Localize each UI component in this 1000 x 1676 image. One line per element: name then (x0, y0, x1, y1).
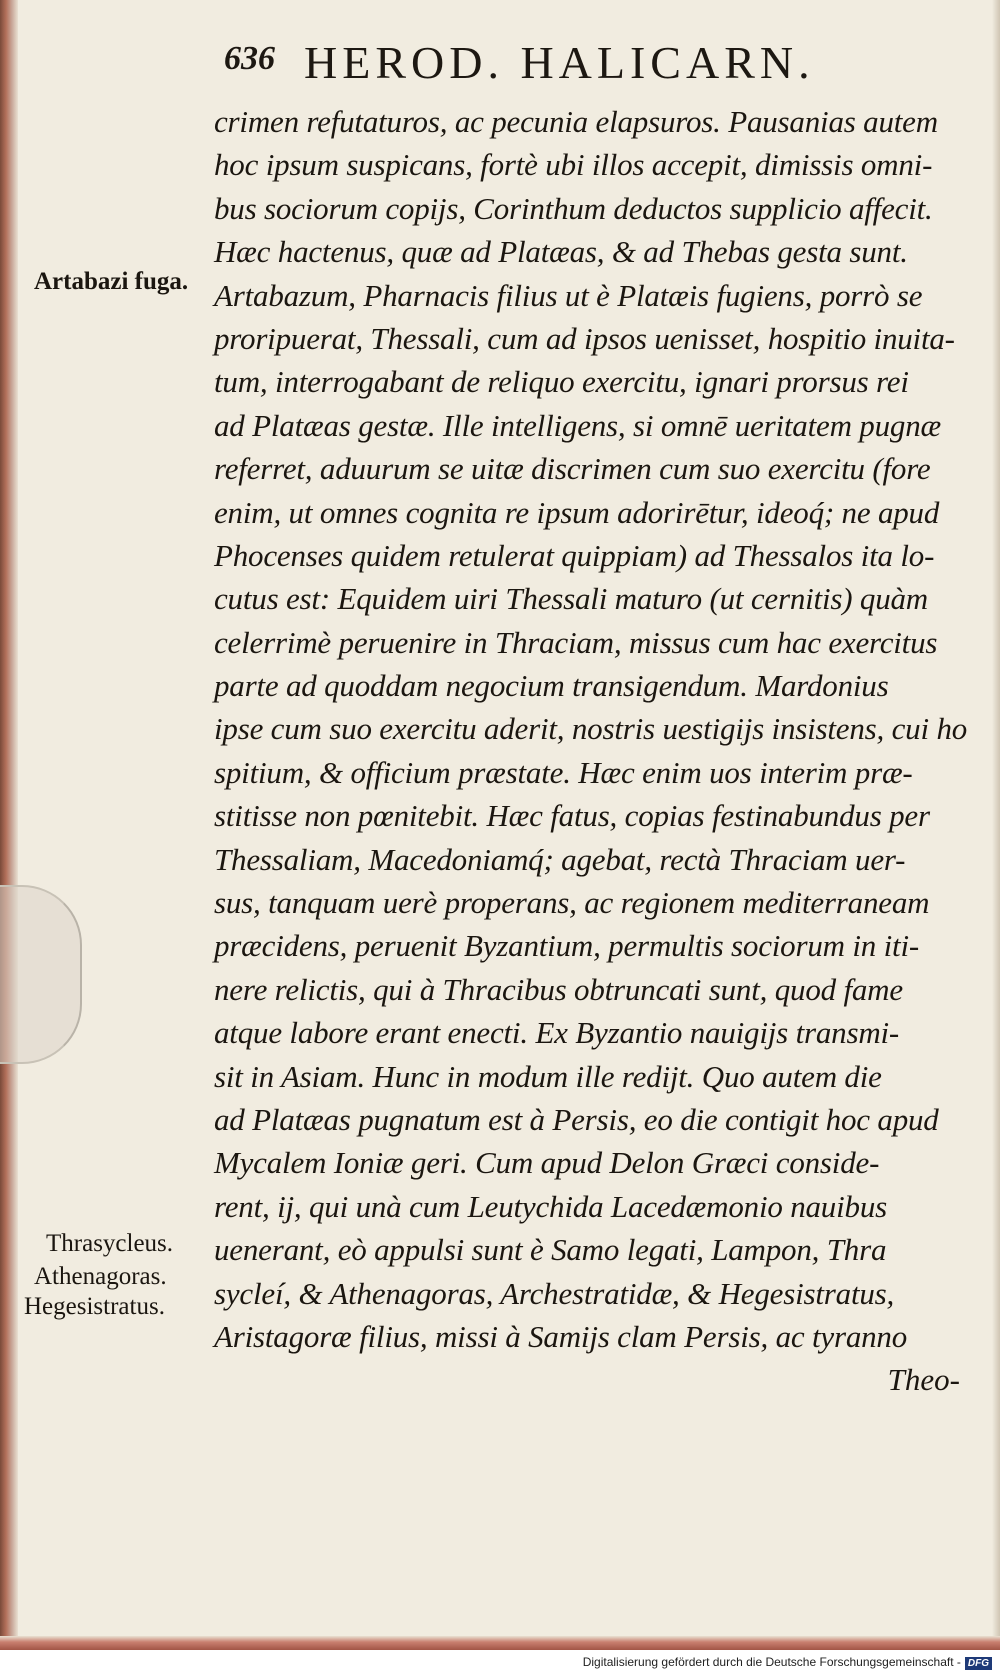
digitization-credit (583, 1655, 992, 1670)
text-line: Aristagoræ filius, missi à Samijs clam Persis, ac tyranno (214, 1318, 908, 1354)
text-line: uenerant, eò appulsi sunt è Samo legati, Lampon, Thra (214, 1232, 887, 1268)
text-line: celerrimè peruenire in Thraciam, missus cum hac exercitus (214, 624, 938, 660)
text-line: hoc ipsum suspicans, fortè ubi illos accepit, dimissis omni- (214, 147, 933, 183)
text-line: tum, interrogabant de reliquo exercitu, ignari prorsus rei (214, 364, 909, 400)
text-line: rent, ij, qui unà cum Leutychida Lacedæmonio nauibus (214, 1188, 887, 1224)
dfg-logo: DFG (965, 1657, 992, 1670)
marginal-note-artabazi: Artabazi fuga. (34, 268, 189, 295)
marginal-note-athenagoras: Athenagoras. (34, 1263, 167, 1290)
text-line: cutus est: Equidem uiri Thessali maturo (ut cernitis) quàm (214, 581, 928, 617)
page-edge-right (992, 0, 1000, 1650)
text-line: nere relictis, qui à Thracibus obtruncati sunt, quod fame (214, 971, 903, 1007)
text-line: bus sociorum copijs, Corinthum deductos supplicio affecit. (214, 190, 933, 226)
text-line: ad Platæas gestæ. Ille intelligens, si omnē ueritatem pugnæ (214, 407, 941, 443)
text-line: atque labore erant enecti. Ex Byzantio nauigijs transmi- (214, 1015, 900, 1051)
page-edge-left (0, 0, 18, 1650)
text-line: ipse cum suo exercitu aderit, nostris uestigijs insistens, cui ho (214, 711, 968, 747)
body-text (214, 100, 974, 1402)
text-line: spitium, & officium præstate. Hæc enim uos interim præ- (214, 754, 913, 790)
text-line: sus, tanquam uerè properans, ac regionem mediterraneam (214, 885, 930, 921)
text-line: Artabazum, Pharnacis filius ut è Platæis fugiens, porrò se (214, 277, 923, 313)
text-line: proripuerat, Thessali, cum ad ipsos uenisset, hospitio inuita- (214, 320, 955, 356)
text-line: sycleí, & Athenagoras, Archestratidæ, & Hegesistratus, (214, 1275, 895, 1311)
marginal-note-thrasycleus: Thrasycleus. (46, 1230, 174, 1257)
page-header (224, 36, 924, 96)
running-title: HEROD. HALICARN. (304, 37, 815, 88)
text-line: ad Platæas pugnatum est à Persis, eo die contigit hoc apud (214, 1101, 939, 1137)
text-line: Hæc hactenus, quæ ad Platæas, & ad Thebas gesta sunt. (214, 234, 908, 270)
text-line: stitisse non pœnitebit. Hæc fatus, copias festinabundus per (214, 798, 930, 834)
text-line: enim, ut omnes cognita re ipsum adorirētur, ideoq́; ne apud (214, 494, 940, 530)
text-line: Mycalem Ioniæ geri. Cum apud Delon Græci conside- (214, 1145, 880, 1181)
credit-text: Digitalisierung gefördert durch die Deutsche Forschungsgemeinschaft - (582, 1655, 961, 1669)
folio-number: 636 (224, 40, 275, 77)
text-line: Thessaliam, Macedoniamq́; agebat, rectà Thraciam uer- (214, 841, 906, 877)
text-line: Phocenses quidem retulerat quippiam) ad Thessalos ita lo- (214, 537, 935, 573)
text-line: crimen refutaturos, ac pecunia elapsuros. Pausanias autem (214, 104, 938, 139)
text-line: parte ad quoddam negocium transigendum. Mardonius (214, 668, 889, 704)
page-edge-bottom (0, 1636, 1000, 1650)
marginal-note-hegesistratus: Hegesistratus. (24, 1293, 165, 1320)
page-clip (0, 885, 82, 1064)
text-line: præcidens, peruenit Byzantium, permultis sociorum in iti- (214, 928, 919, 964)
text-line: sit in Asiam. Hunc in modum ille redijt. Quo autem die (214, 1058, 882, 1094)
text-line: referret, aduurum se uitæ discrimen cum suo exercitu (fore (214, 451, 931, 487)
catchword: Theo- (887, 1362, 960, 1398)
